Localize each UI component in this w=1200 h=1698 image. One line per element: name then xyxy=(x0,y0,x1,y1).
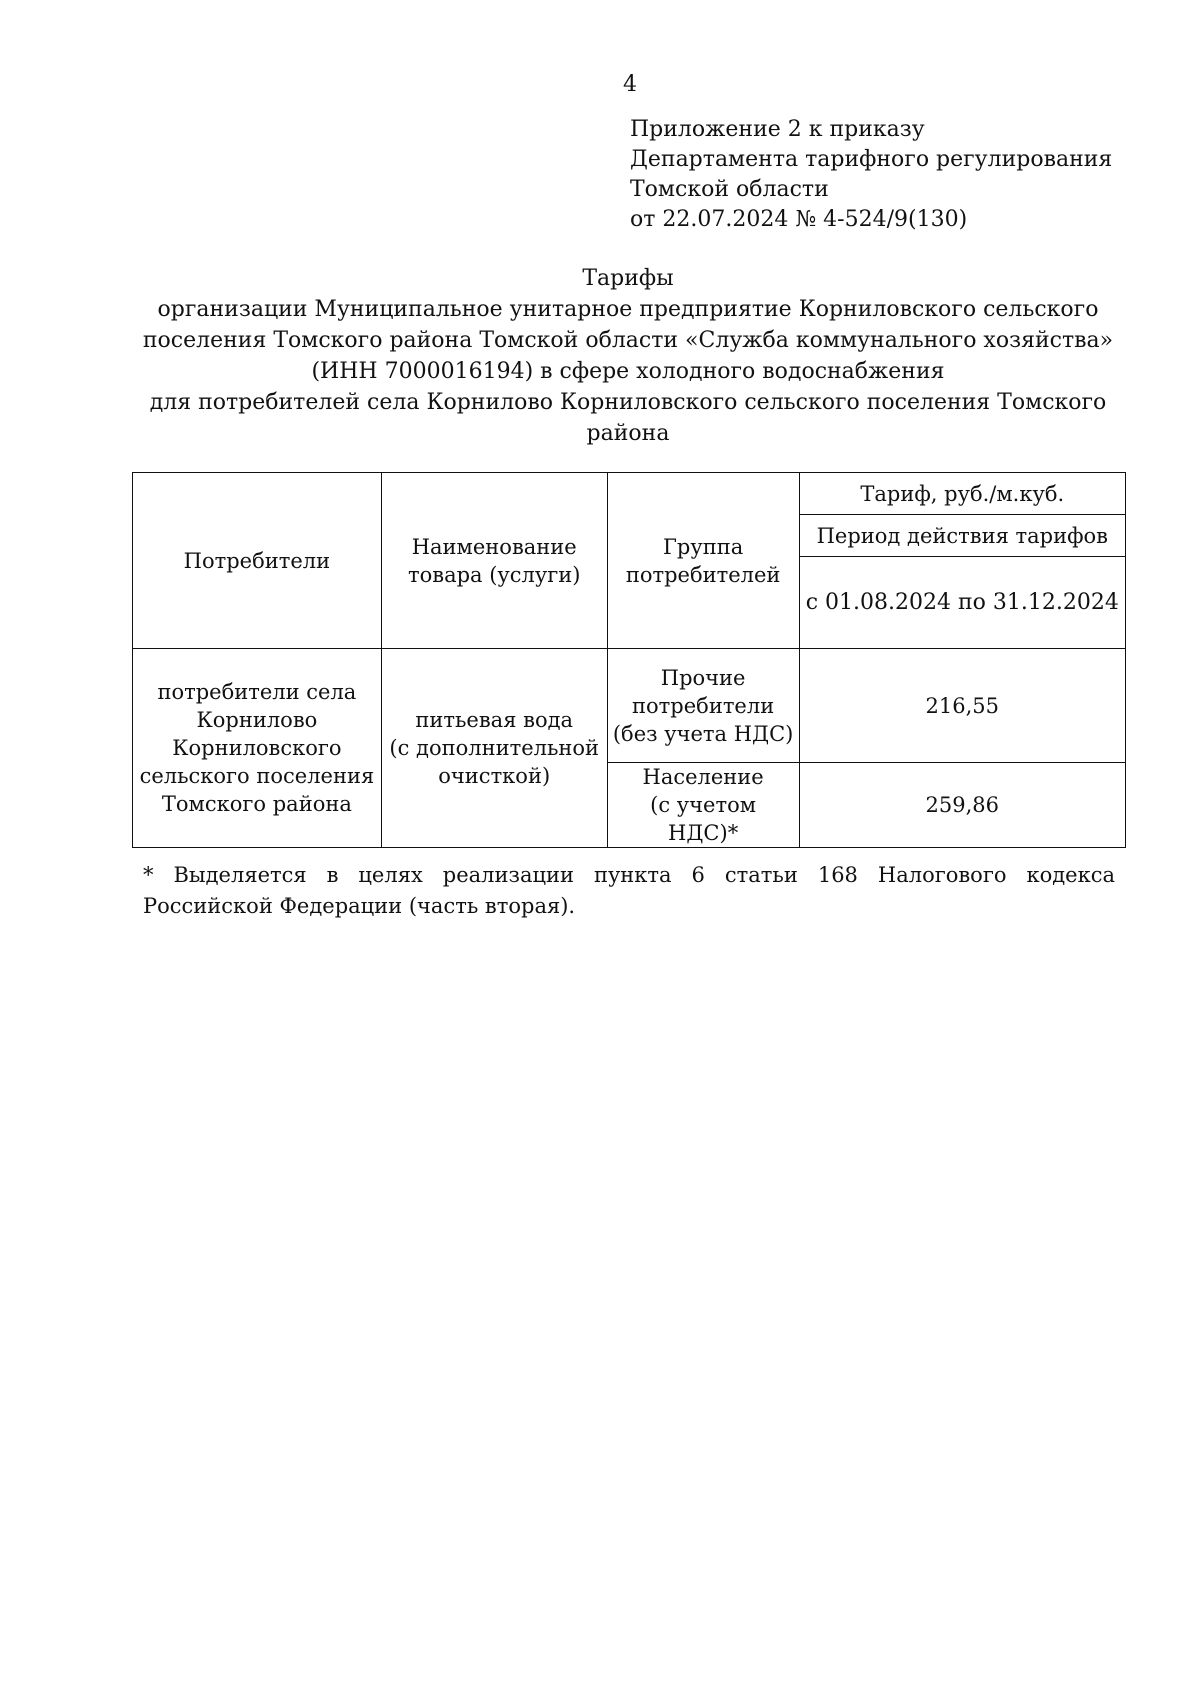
header-period-value: с 01.08.2024 по 31.12.2024 xyxy=(799,557,1125,649)
cell-line: Население xyxy=(642,765,764,789)
header-consumers-label: Потребители xyxy=(183,548,331,573)
title-line: района xyxy=(586,421,670,446)
cell-line: НДС)* xyxy=(668,821,739,845)
appendix-line: Департамента тарифного регулирования xyxy=(630,147,1113,172)
title-line: организации Муниципальное унитарное предприятие Корниловского сельского xyxy=(157,297,1099,322)
cell-line: потребители села xyxy=(157,680,357,704)
cell-line: сельского поселения xyxy=(139,764,375,788)
header-tariff: Тариф, руб./м.куб. xyxy=(799,473,1125,515)
cell-product xyxy=(381,649,607,848)
header-group-line: Группа xyxy=(663,534,744,559)
cell-tariff-other: 216,55 xyxy=(799,649,1125,763)
appendix-line: от 22.07.2024 № 4-524/9(130) xyxy=(630,207,968,232)
footnote: * Выделяется в целях реализации пункта 6 статьи 168 Налогового кодекса Российской Федерации (часть вторая). xyxy=(143,863,1115,918)
cell-line: (без учета НДС) xyxy=(612,721,794,746)
cell-consumers xyxy=(133,649,382,848)
title-heading: Тарифы xyxy=(582,266,674,291)
title-line: (ИНН 7000016194) в сфере холодного водоснабжения xyxy=(311,359,945,384)
header-product-line: товара (услуги) xyxy=(408,562,581,587)
header-product xyxy=(381,473,607,649)
cell-line: потребители xyxy=(632,693,775,718)
appendix-line: Приложение 2 к приказу xyxy=(630,117,925,142)
cell-line: Корнилово xyxy=(196,708,318,732)
cell-group-other xyxy=(607,649,799,763)
tariff-table xyxy=(132,472,1126,848)
cell-group-population xyxy=(607,763,799,848)
page-number: 4 xyxy=(623,72,637,97)
cell-line: (с дополнительной xyxy=(389,736,600,760)
header-group xyxy=(607,473,799,649)
table-row xyxy=(133,649,1126,763)
appendix-line: Томской области xyxy=(630,177,829,202)
appendix-reference xyxy=(630,115,1112,235)
cell-line: очисткой) xyxy=(438,764,551,788)
title-line: поселения Томского района Томской области «Служба коммунального хозяйства» xyxy=(142,328,1114,353)
header-consumers xyxy=(133,473,382,649)
cell-line: (с учетом xyxy=(650,793,757,817)
cell-line: Прочие xyxy=(660,665,746,690)
cell-line: Томского района xyxy=(161,792,352,816)
title-line: для потребителей села Корнилово Корниловского сельского поселения Томского xyxy=(149,390,1107,415)
cell-line: Корниловского xyxy=(172,736,342,760)
header-group-line: потребителей xyxy=(625,562,781,587)
header-product-line: Наименование xyxy=(411,534,577,559)
cell-tariff-population: 259,86 xyxy=(799,763,1125,848)
document-title xyxy=(133,263,1123,449)
header-period: Период действия тарифов xyxy=(799,515,1125,557)
cell-line: питьевая вода xyxy=(415,708,574,732)
